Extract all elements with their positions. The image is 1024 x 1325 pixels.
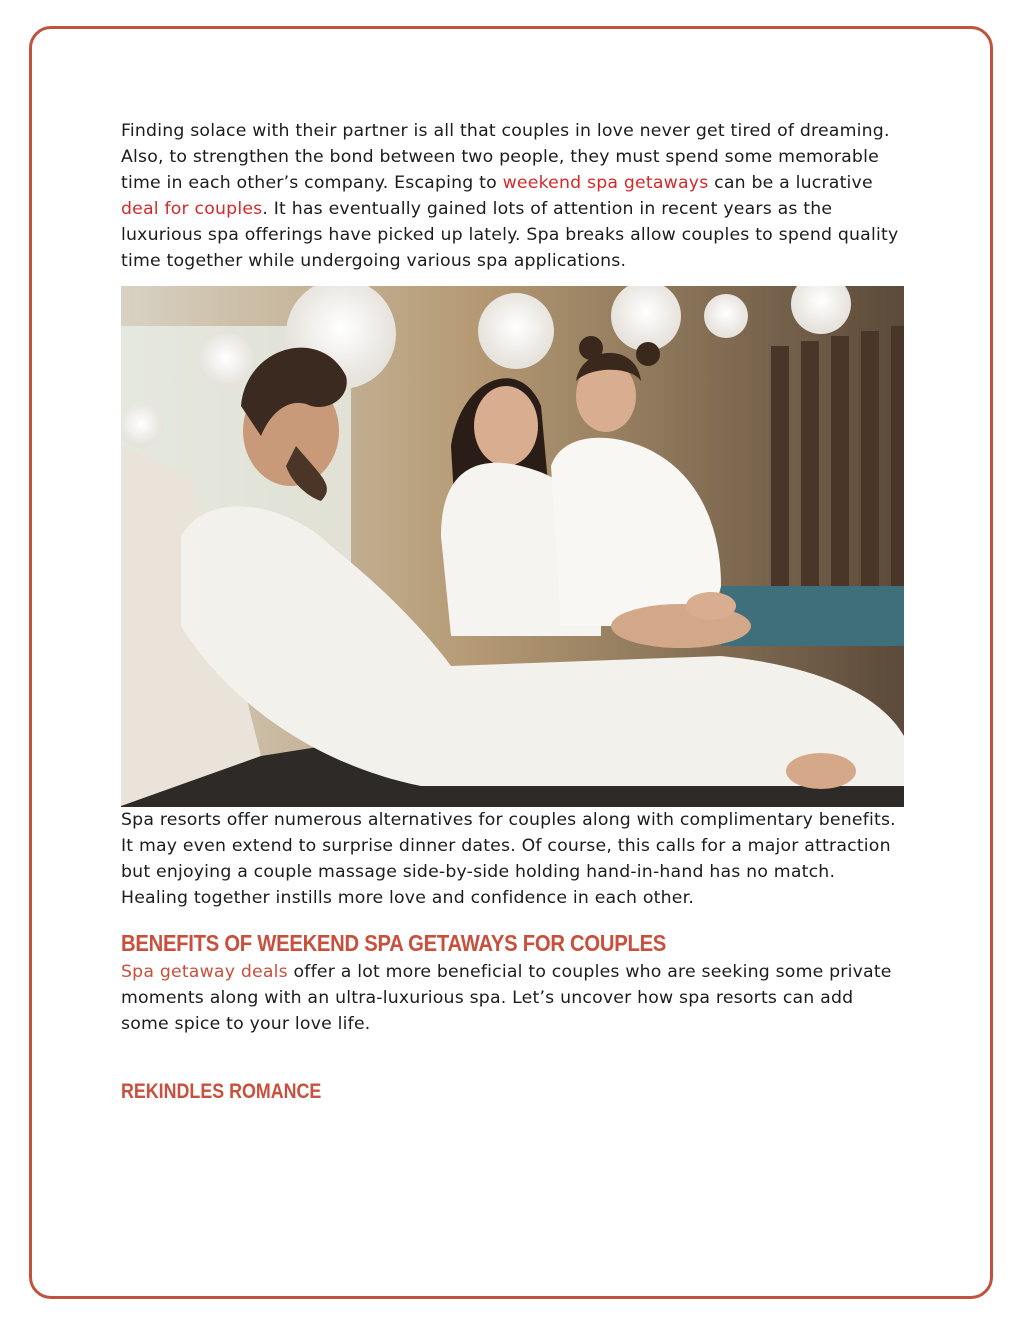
spa-getaway-deals-link[interactable]: Spa getaway deals: [121, 962, 288, 982]
deal-for-couples-link[interactable]: deal for couples: [121, 199, 263, 219]
deals-text: offer a lot more beneficial to couples who are seeking some private moments along with an ultra-luxurious spa. Let’s uncover how spa resorts can add some spice to your love life.: [121, 962, 892, 1034]
subsection-heading: REKINDLES ROMANCE: [121, 1080, 322, 1103]
section-heading: BENEFITS OF WEEKEND SPA GETAWAYS FOR COUPLES: [121, 930, 667, 956]
resorts-paragraph: Spa resorts offer numerous alternatives for couples along with complimentary benefits. It may even extend to surprise dinner dates. Of course, this calls for a major attraction but enjoying a couple massage side-by-side holding hand-in-hand has no match. Healing together instills more love and confidence in each other.: [121, 810, 896, 908]
intro-text-3: . It has eventually gained lots of attention in recent years as the luxurious spa offerings have picked up lately. Spa breaks allow couples to spend quality time together while undergoing various spa applications.: [121, 199, 899, 271]
deals-paragraph: [121, 959, 906, 1037]
article-content: [121, 118, 906, 1107]
intro-paragraph: [121, 118, 906, 274]
spa-family-photo: [121, 286, 904, 807]
intro-text-2: can be a lucrative: [708, 173, 873, 193]
weekend-spa-getaways-link[interactable]: weekend spa getaways: [502, 173, 709, 193]
intro-text-1: Finding solace with their partner is all that couples in love never get tired of dreaming. Also, to strengthen the bond between two people, they must spend some memorable time in each other’s company. Escaping to: [121, 121, 890, 193]
